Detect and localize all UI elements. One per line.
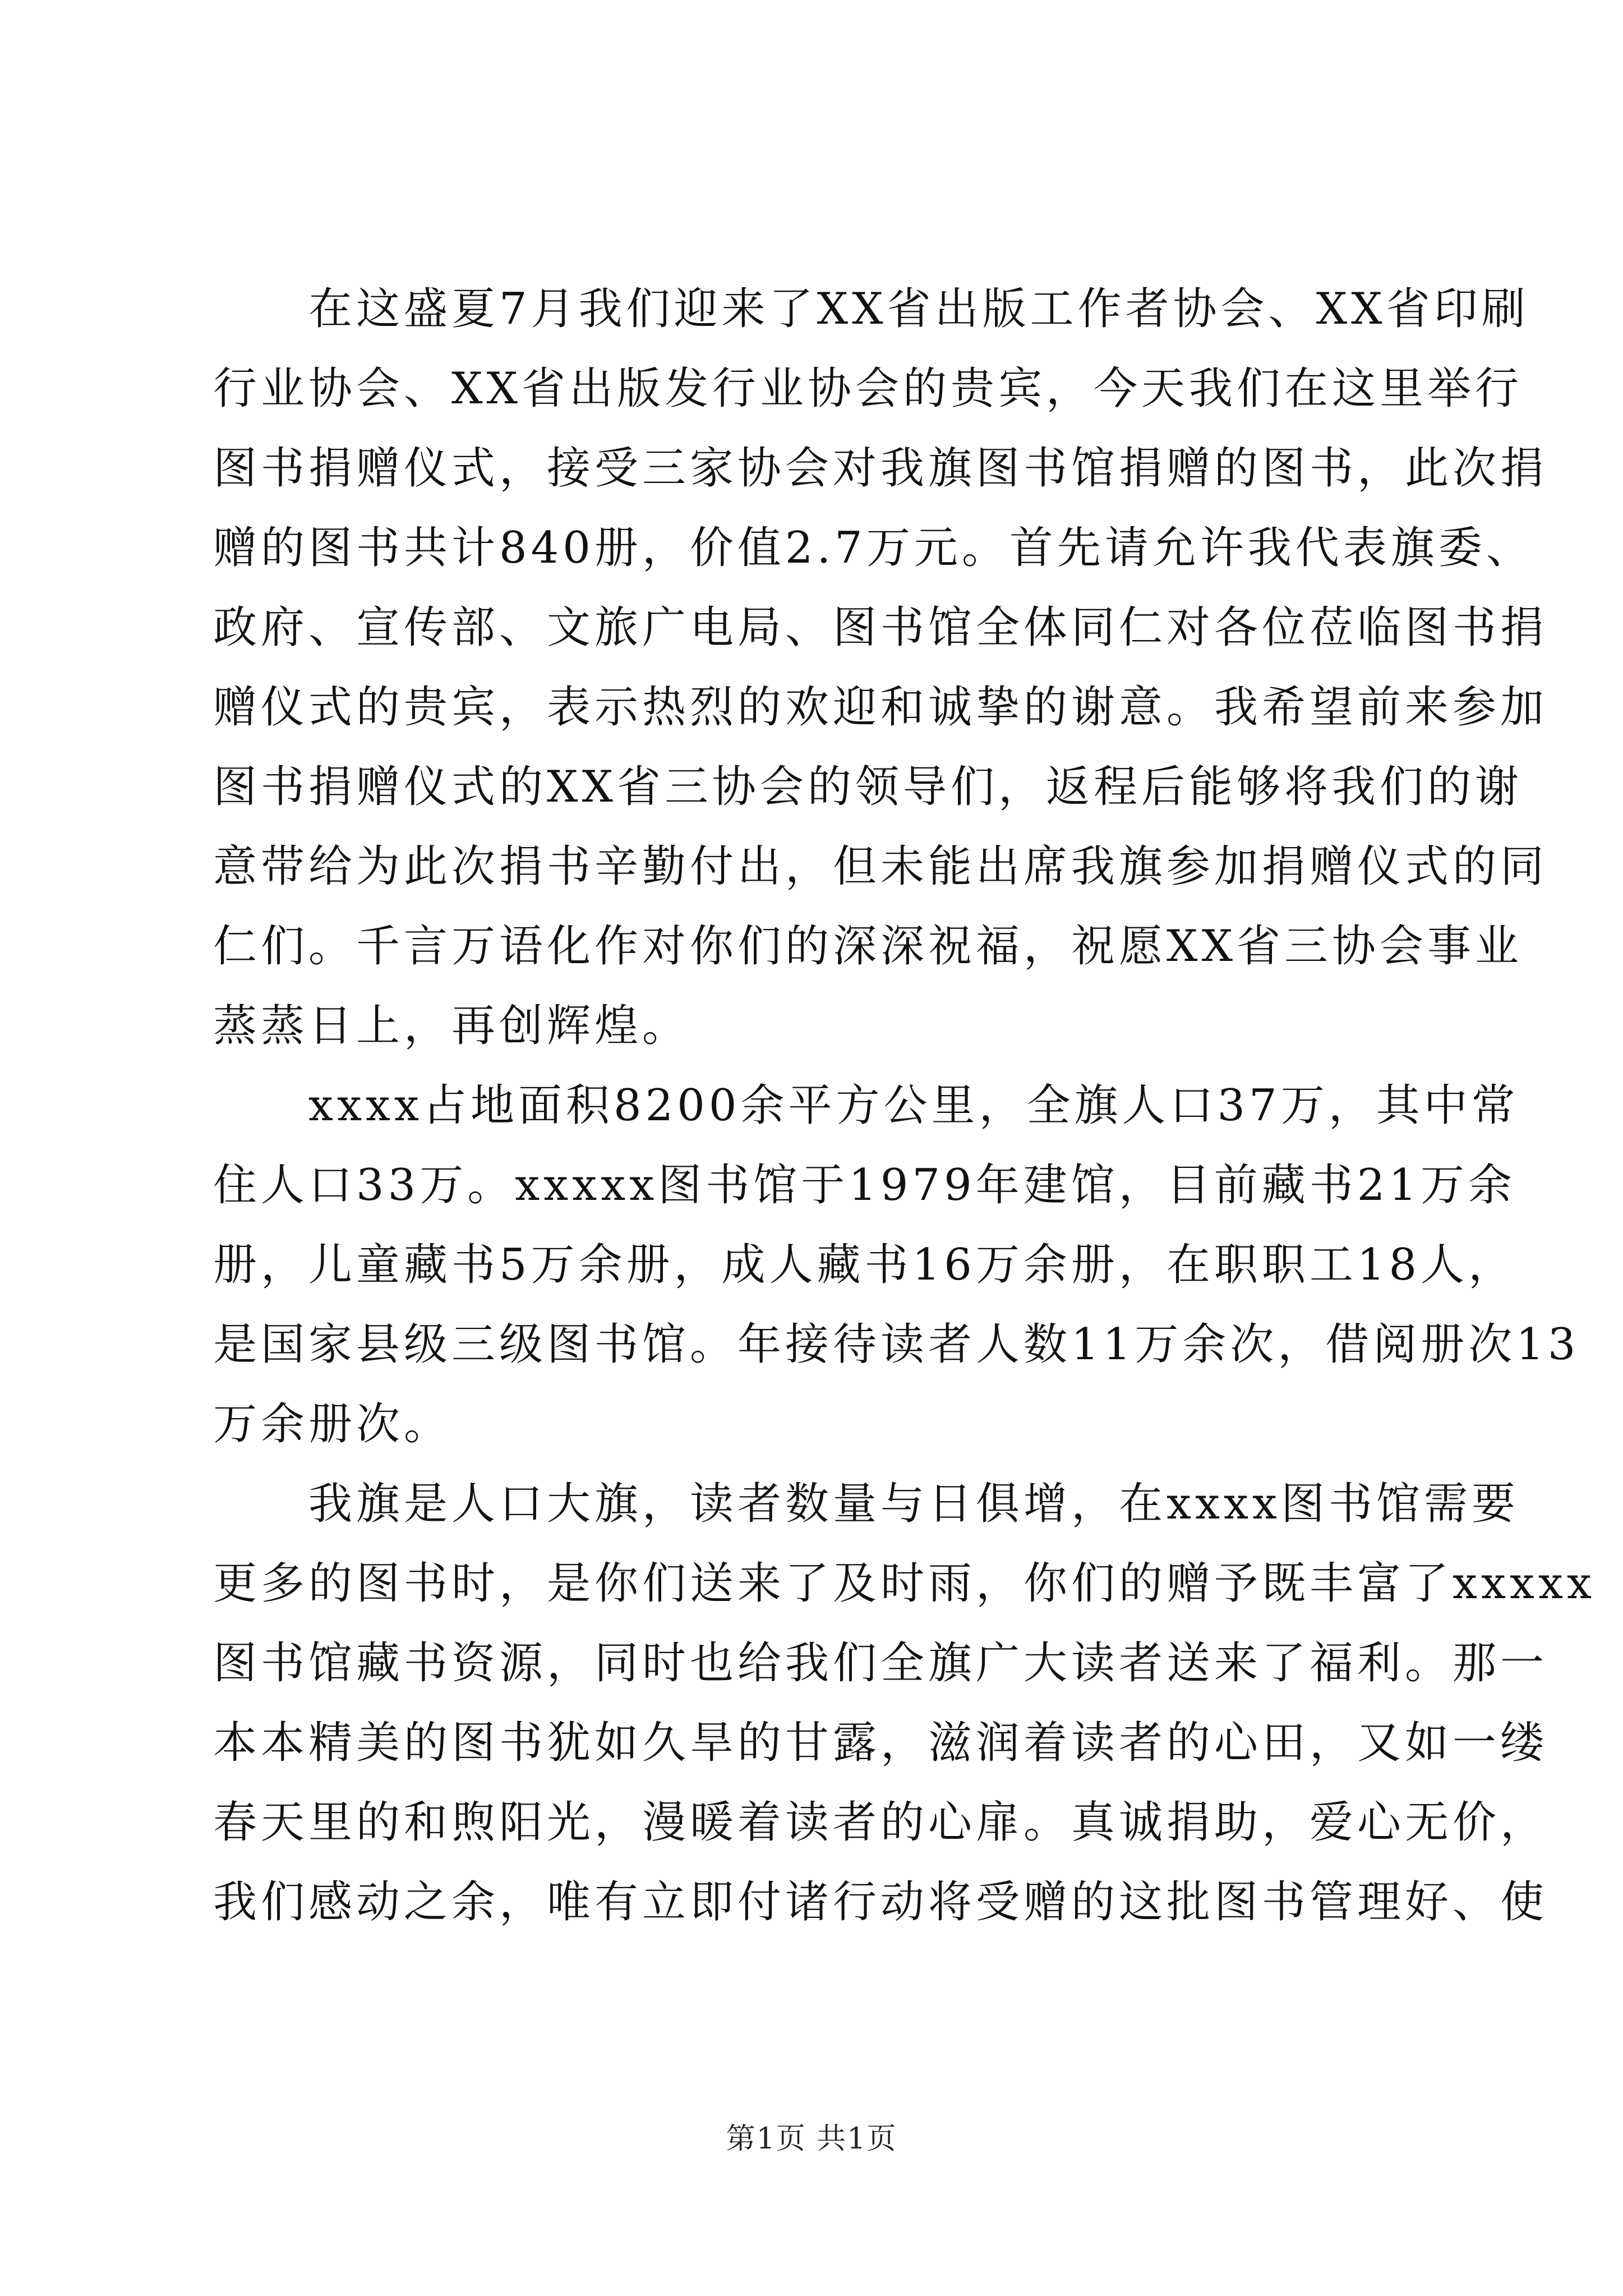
paragraph-line: 意带给为此次捐书辛勤付出，但未能出席我旗参加捐赠仪式的同 <box>213 841 1548 892</box>
paragraph-line: 册，儿童藏书5万余册，成人藏书16万余册，在职职工18人， <box>213 1240 1516 1290</box>
paragraph-line: 赠的图书共计840册，价值2.7万元。首先请允许我代表旗委、 <box>213 523 1534 573</box>
paragraph-line: 图书馆藏书资源，同时也给我们全旗广大读者送来了福利。那一 <box>213 1638 1548 1688</box>
paragraph-line: 图书捐赠仪式的XX省三协会的领导们，返程后能够将我们的谢 <box>213 762 1523 812</box>
paragraph-line: 图书捐赠仪式，接受三家协会对我旗图书馆捐赠的图书，此次捐 <box>213 443 1548 494</box>
paragraph-line: 万余册次。 <box>213 1399 452 1450</box>
paragraph-line: 我们感动之余，唯有立即付诸行动将受赠的这批图书管理好、使 <box>213 1877 1548 1927</box>
paragraph-line: 我旗是人口大旗，读者数量与日俱增，在xxxx图书馆需要 <box>308 1479 1519 1529</box>
paragraph-line: 在这盛夏7月我们迎来了XX省出版工作者协会、XX省印刷 <box>308 284 1529 334</box>
paragraph-line: 是国家县级三级图书馆。年接待读者人数11万余次，借阅册次13 <box>213 1319 1580 1370</box>
paragraph-donation-ceremony <box>213 269 1548 1066</box>
paragraph-line: 蒸蒸日上，再创辉煌。 <box>213 1001 690 1051</box>
page-number-label: 第1页 共1页 <box>726 2122 897 2156</box>
paragraph-line: 行业协会、XX省出版发行业协会的贵宾，今天我们在这里举行 <box>213 364 1523 414</box>
paragraph-line: 春天里的和煦阳光，漫暖着读者的心扉。真诚捐助，爱心无价， <box>213 1797 1548 1848</box>
paragraph-line: xxxx占地面积8200余平方公里，全旗人口37万，其中常 <box>308 1080 1519 1131</box>
paragraph-library-overview <box>213 1066 1580 1464</box>
paragraph-gratitude <box>213 1464 1596 1942</box>
page-footer <box>0 2119 1623 2159</box>
paragraph-line: 住人口33万。xxxxx图书馆于1979年建馆，目前藏书21万余 <box>213 1160 1516 1211</box>
paragraph-line: 更多的图书时，是你们送来了及时雨，你们的赠予既丰富了xxxxx <box>213 1558 1596 1609</box>
paragraph-line: 赠仪式的贵宾，表示热烈的欢迎和诚挚的谢意。我希望前来参加 <box>213 682 1548 733</box>
paragraph-line: 仁们。千言万语化作对你们的深深祝福，祝愿XX省三协会事业 <box>213 921 1523 972</box>
paragraph-line: 本本精美的图书犹如久旱的甘露，滋润着读者的心田，又如一缕 <box>213 1718 1548 1768</box>
paragraph-line: 政府、宣传部、文旅广电局、图书馆全体同仁对各位莅临图书捐 <box>213 602 1548 653</box>
document-body <box>213 269 1596 1942</box>
